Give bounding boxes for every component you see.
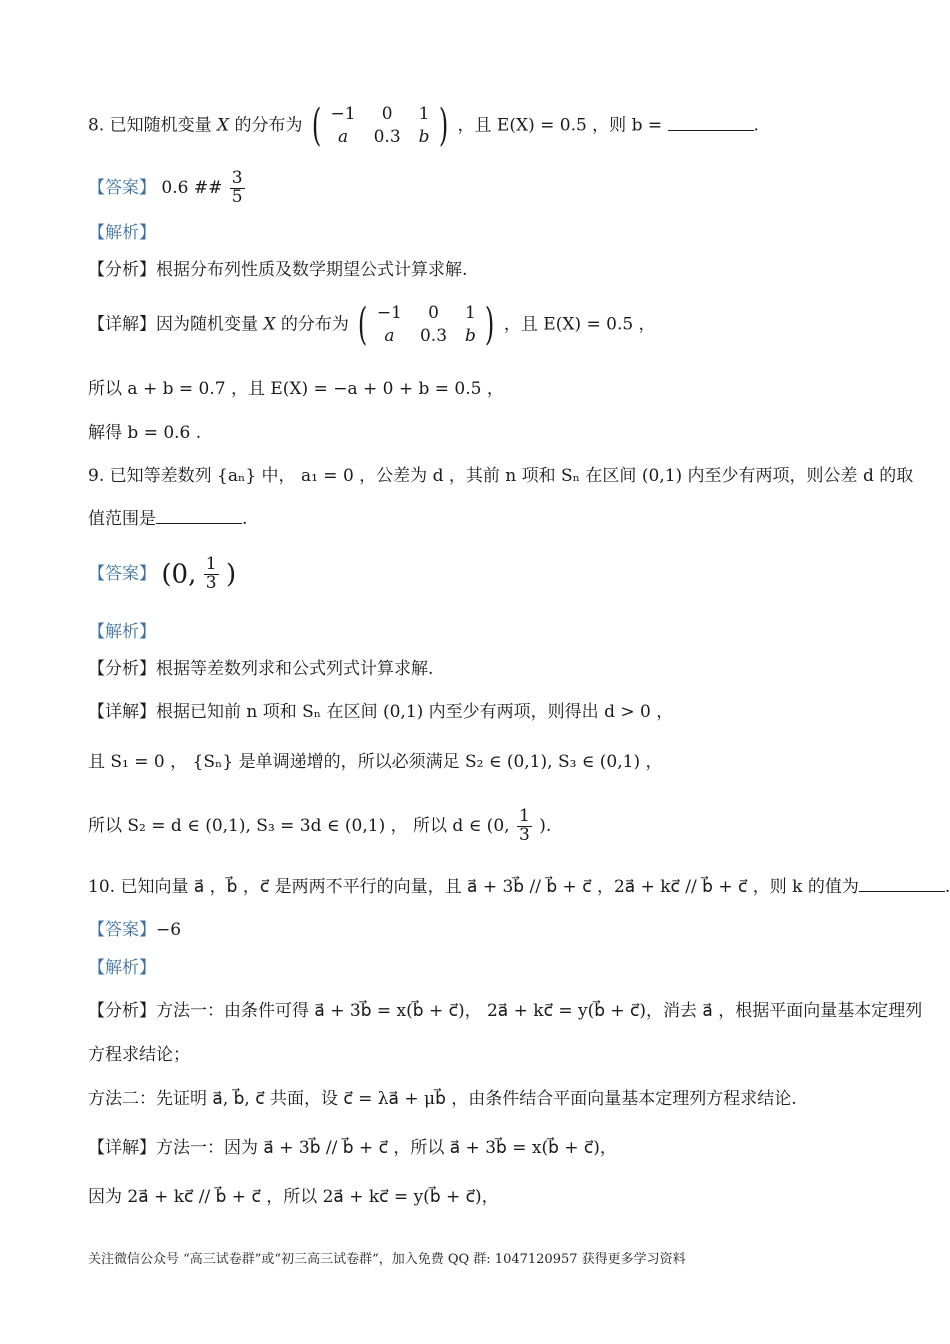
answer-label: 【答案】: [88, 177, 156, 198]
period: .: [242, 509, 248, 529]
line2-post: ).: [539, 815, 552, 836]
q9-detail: [88, 704, 673, 721]
fenxi-text: 方法一：由条件可得 a⃗ + 3b⃗ = x(b⃗ + c⃗)， 2a⃗ + kc⃗ = y(b⃗ + c⃗)，消去 a⃗ ，根据平面向量基本定理列: [156, 1001, 923, 1021]
matrix-cell: 1: [465, 303, 476, 323]
stem-text: 值范围是: [88, 509, 156, 529]
answer-label: 【答案】: [88, 563, 156, 584]
detail-label: 【详解】: [88, 314, 156, 335]
q10-fenxi-2: 方程求结论；: [88, 1045, 190, 1065]
fraction-numerator: 3: [231, 168, 243, 188]
detail-text: 方法一：因为 a⃗ + 3b⃗ // b⃗ + c⃗ ，所以 a⃗ + 3b⃗ = x(b⃗ + c⃗)，: [156, 1138, 617, 1158]
matrix-cell: 1: [418, 104, 430, 124]
matrix-cell: a: [337, 127, 349, 147]
q8-answer-fraction: [230, 170, 245, 207]
q10-method2: 方法二：先证明 a⃗, b⃗, c⃗ 共面，设 c⃗ = λa⃗ + μb⃗ ，由条件结合平面向量基本定理列方程求结论.: [88, 1089, 797, 1109]
q9-line1: 且 S₁ = 0 ， {Sₙ} 是单调递增的，所以必须满足 S₂ ∈ (0,1), S₃ ∈ (0,1) ，: [88, 752, 663, 772]
q9-answer: [88, 556, 236, 593]
fraction-numerator: 1: [205, 554, 217, 574]
matrix-cell: −1: [376, 303, 402, 323]
q8-fenxi: [88, 262, 467, 279]
period: .: [944, 877, 950, 897]
detail-label: 【详解】: [88, 702, 156, 722]
stem-text: 10. 已知向量 a⃗ ，b⃗ ，c⃗ 是两两不平行的向量，且 a⃗ + 3b⃗ // b⃗ + c⃗ ，2a⃗ + kc⃗ // b⃗ + c⃗ ，则 k 的值为: [88, 877, 859, 897]
answer-blank: [668, 130, 754, 131]
detail-text: 根据已知前 n 项和 Sₙ 在区间 (0,1) 内至少有两项，则得出 d > 0 ，: [156, 702, 674, 722]
answer-blank: [156, 523, 242, 524]
q9-fenxi: [88, 661, 433, 678]
detail-cond: ，且 E(X) = 0.5 ，: [503, 314, 656, 335]
matrix-lparen: (: [358, 299, 368, 350]
q8-line1: 所以 a + b = 0.7 ，且 E(X) = −a + 0 + b = 0.5 ，: [88, 379, 504, 399]
q10-detail: [88, 1140, 617, 1157]
q10-line1: 因为 2a⃗ + kc⃗ // b⃗ + c⃗ ，所以 2a⃗ + kc⃗ = y(b⃗ + c⃗)，: [88, 1187, 499, 1207]
q9-stem-2: [88, 511, 247, 528]
q8-matrix-rparen: ): [438, 100, 449, 151]
q9-line2: [88, 808, 551, 845]
matrix-rparen: ): [485, 299, 495, 350]
fraction-denominator: 3: [205, 572, 217, 593]
q10-stem: [88, 879, 950, 896]
fraction-denominator: 3: [518, 824, 530, 845]
detail-mid: 的分布为: [280, 314, 349, 335]
q10-answer: [88, 922, 181, 939]
matrix-cell: 0: [428, 303, 439, 323]
q8-var-x: X: [217, 115, 230, 136]
fraction-denominator: 5: [231, 186, 243, 207]
q8-distribution-matrix: [331, 106, 430, 146]
q8-stem-pre: 8. 已知随机变量: [88, 115, 212, 136]
matrix-cell: b: [418, 127, 430, 147]
matrix-cell: −1: [330, 104, 356, 124]
answer-pre: (0,: [161, 559, 197, 590]
fraction-numerator: 1: [518, 806, 530, 826]
q8-stem-mid: 的分布为: [234, 115, 303, 136]
fenxi-text: 根据分布列性质及数学期望公式计算求解.: [156, 260, 468, 280]
q8-line2: 解得 b = 0.6 .: [88, 423, 202, 443]
footer-note: 关注微信公众号 “高三试卷群”或“初三高三试卷群”，加入免费 QQ 群: 1047120957 获得更多学习资料: [88, 1252, 686, 1267]
q8-stem: [88, 100, 759, 151]
q8-answer-value: 0.6 ##: [161, 177, 223, 198]
matrix-cell: 0.3: [419, 326, 448, 346]
matrix-cell: 0.3: [373, 127, 401, 147]
var-x: X: [263, 314, 276, 335]
period: .: [753, 115, 759, 136]
q8-answer: [88, 170, 247, 207]
q8-detail-matrix: [377, 305, 476, 345]
q9-stem: 9. 已知等差数列 {aₙ} 中， a₁ = 0 ，公差为 d ，其前 n 项和 Sₙ 在区间 (0,1) 内至少有两项，则公差 d 的取: [88, 466, 914, 486]
fenxi-label: 【分析】: [88, 260, 156, 280]
detail-pre: 因为随机变量: [156, 314, 258, 335]
answer-label: 【答案】: [88, 920, 156, 940]
line2-pre: 所以 S₂ = d ∈ (0,1), S₃ = 3d ∈ (0,1) ， 所以 d ∈ (0,: [88, 815, 510, 836]
matrix-cell: 0: [381, 104, 393, 124]
matrix-cell: a: [384, 326, 395, 346]
q10-analysis-label: 【解析】: [88, 958, 156, 978]
detail-label: 【详解】: [88, 1138, 156, 1158]
q9-answer-fraction: [204, 556, 219, 593]
matrix-cell: b: [465, 326, 476, 346]
q9-line2-fraction: [517, 808, 532, 845]
q9-analysis-label: 【解析】: [88, 622, 156, 642]
q8-analysis-label: 【解析】: [88, 223, 156, 243]
q10-fenxi: [88, 1003, 922, 1020]
answer-value: −6: [156, 920, 182, 940]
fenxi-label: 【分析】: [88, 659, 156, 679]
answer-blank: [859, 891, 945, 892]
q8-condition: ，且 E(X) = 0.5 ，则 b =: [457, 115, 663, 136]
answer-post: ): [226, 559, 237, 590]
fenxi-label: 【分析】: [88, 1001, 156, 1021]
q8-matrix-lparen: (: [311, 100, 322, 151]
q8-detail: [88, 299, 656, 350]
fenxi-text: 根据等差数列求和公式列式计算求解.: [156, 659, 434, 679]
